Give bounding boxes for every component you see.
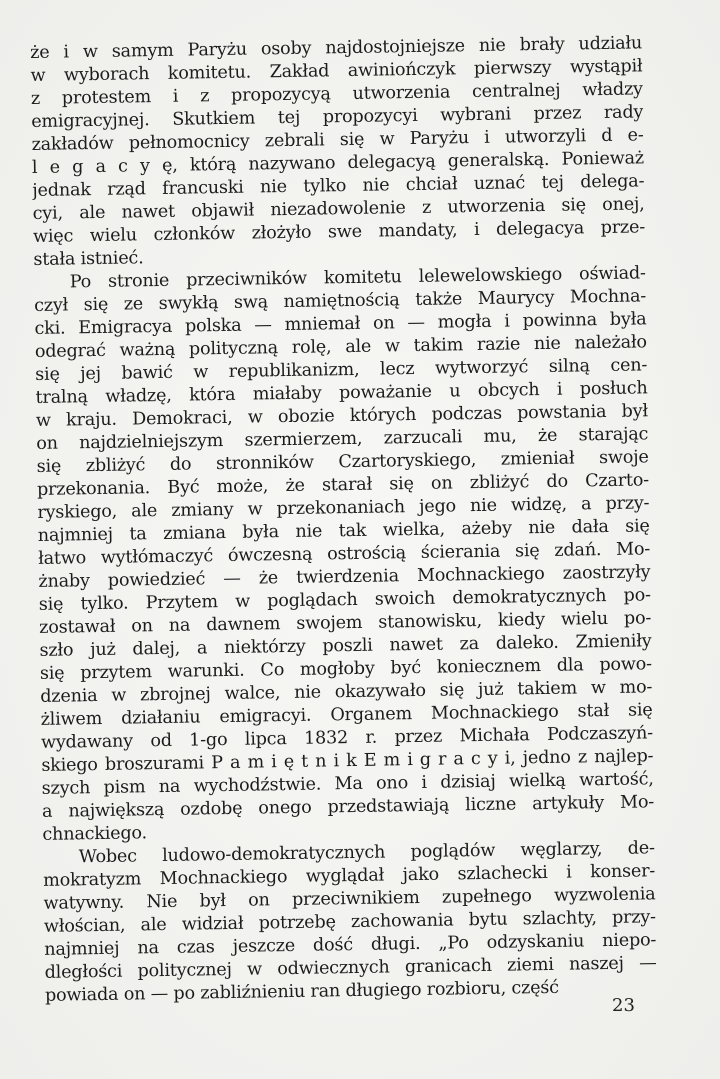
paragraph: [34, 262, 655, 847]
text-line: wydawany od 1-go lipca 1832 r. przez Michała Podczaszyń-: [40, 723, 654, 753]
text-line: że i w samym Paryżu osoby najdostojniejsze nie brały udziału: [30, 33, 643, 63]
text-line: żliwem działaniu emigracyi. Organem Mochnackiego stał się: [40, 700, 653, 730]
text-line: on najdzielniejszym szermierzem, zarzucali mu, że starając: [36, 424, 649, 454]
text-line: dległości politycznej w odwiecznych granicach ziemi naszej —: [44, 953, 657, 983]
text-line: ryskiego, ale zmiany w przekonaniach jego nie widzę, a przy-: [37, 493, 650, 523]
text-line: skiego broszurami P a m i ę t n i k E m i g r a c y i, jedno z najlep-: [41, 746, 654, 776]
text-line: się tylko. Przytem w poglądach swoich demokratycznych po-: [38, 585, 651, 615]
text-line: najmniej na czas jeszcze dość długi. „Po odzyskaniu niepo-: [44, 930, 657, 960]
text-line: się jej bawić w republikanizm, lecz wytworzyć silną cen-: [35, 355, 648, 385]
text-line: najmniej ta zmiana była nie tak wielka, ażeby nie dała się: [37, 516, 650, 546]
text-line: z protestem i z propozycyą utworzenia centralnej władzy: [30, 79, 643, 109]
text-line: żnaby powiedzieć — że twierdzenia Mochnackiego zaostrzyły: [38, 562, 651, 592]
text-line: cki. Emigracya polska — mniemał on — mogła i powinna była: [34, 309, 647, 339]
text-line: się zbliżyć do stronników Czartoryskiego, zmieniał swoje: [36, 447, 649, 477]
text-line: emigracyjnej. Skutkiem tej propozycyi wybrani przez rady: [31, 102, 644, 132]
text-line: tralną władzę, która miałaby poważanie u obcych i posłuch: [35, 378, 648, 408]
text-line: więc wielu członków złożyło swe mandaty, i delegacya prze-: [32, 217, 646, 247]
text-line: się przytem warunki. Co mogłoby być koniecznem dla powo-: [39, 654, 653, 684]
text-line: odegrać ważną polityczną rolę, ale w takim razie nie należało: [34, 332, 647, 362]
text-line: przekonania. Być może, że starał się on zbliżyć do Czarto-: [36, 470, 650, 500]
text-line: a największą ozdobę onego przedstawiają liczne artykuły Mo-: [41, 792, 655, 822]
paragraph: [30, 32, 646, 272]
text-line: powiada on — po zabliźnieniu ran długiego rozbioru, część: [44, 977, 559, 1006]
text-line: mokratyzm Mochnackiego wyglądał jako szlachecki i konser-: [43, 861, 656, 891]
text-line: zakładów pełnomocnicy zebrali się w Paryżu i utworzyli d e-: [31, 125, 644, 155]
text-line: zostawał on na dawnem swojem stanowisku, kiedy wielu po-: [39, 608, 652, 638]
text-line: jednak rząd francuski nie tylko nie chciał uznać tej delega-: [32, 171, 645, 201]
page-number: 23: [612, 995, 635, 1016]
text-line: cyi, ale nawet objawił niezadowolenie z utworzenia się onej,: [32, 194, 645, 224]
text-line: w kraju. Demokraci, w obozie których podczas powstania był: [35, 401, 649, 431]
text-line: szło już dalej, a niektórzy poszli nawet za daleko. Zmieniły: [39, 631, 652, 661]
text-line: l e g a c y ę, którą nazywano delegacyą generalską. Ponieważ: [31, 148, 645, 178]
text-line: stała istnieć.: [33, 248, 144, 270]
text-line: watywny. Nie był on przeciwnikiem zupełnego wyzwolenia: [43, 884, 656, 914]
text-line: w wyborach komitetu. Zakład awiniończyk pierwszy wystąpił: [30, 56, 643, 86]
page-text: [30, 32, 657, 1007]
text-line: łatwo wytłómaczyć ówczesną ostrością ścierania się zdań. Mo-: [37, 539, 651, 569]
text-line: Po stronie przeciwników komitetu lelewelowskiego oświad-: [69, 263, 646, 293]
paragraph: [43, 837, 657, 1008]
text-line: włościan, ale widział potrzebę zachowania bytu szlachty, przy-: [43, 907, 656, 937]
text-line: chnackiego.: [42, 823, 148, 845]
text-line: Wobec ludowo-demokratycznych poglądów węglarzy, de-: [78, 838, 655, 868]
text-line: dzenia w zbrojnej walce, nie okazywało się już takiem w mo-: [40, 677, 653, 707]
text-line: czył się ze swykłą swą namiętnością także Maurycy Mochna-: [33, 286, 647, 316]
text-line: szych pism na wychodźstwie. Ma ono i dzisiaj wielką wartość,: [41, 769, 654, 799]
